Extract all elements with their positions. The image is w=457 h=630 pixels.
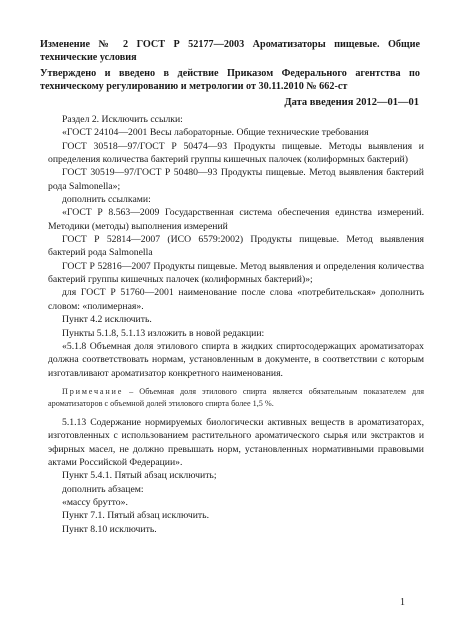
approval-statement: Утверждено и введено в действие Приказом Федерального агентства по техническому регулированию и метрологии от 30.11.2010 № 662-ст xyxy=(40,68,420,92)
paragraph-gost-52816: ГОСТ Р 52816—2007 Продукты пищевые. Метод выявления и определения количества бактерий группы кишечных палочек (колиформных бактерий)»; xyxy=(48,260,424,286)
paragraph-gost-30519: ГОСТ 30519—97/ГОСТ Р 50480—93 Продукты пищевые. Метод выявления бактерий рода Salmonella»; xyxy=(48,167,424,192)
paragraph-section-2: Раздел 2. Исключить ссылки: xyxy=(62,114,183,125)
note-text: – Объемная доля этилового спирта является обязательным показателем для ароматизаторов с объемной долей этилового спирта более 1,5 %. xyxy=(48,386,424,408)
document-body xyxy=(48,113,424,536)
paragraph-add-references: дополнить ссылками: xyxy=(62,194,151,206)
paragraph-clause-7-1: Пункт 7.1. Пятый абзац исключить. xyxy=(62,510,209,522)
paragraph-clauses-new-edition: Пункты 5.1.8, 5.1.13 изложить в новой редакции: xyxy=(62,327,265,339)
paragraph-gross-mass: «массу брутто». xyxy=(62,496,128,508)
paragraph-gost-30518: ГОСТ 30518—97/ГОСТ Р 50474—93 Продукты пищевые. Методы выявления и определения количества бактерий группы кишечных палочек (колиформных бактерий) xyxy=(48,140,424,166)
paragraph-gost-8-563: «ГОСТ Р 8.563—2009 Государственная система обеспечения единства измерений. Методики (методы) выполнения измерений xyxy=(48,207,424,232)
paragraph-gost-24104: «ГОСТ 24104—2001 Весы лабораторные. Общие технические требования xyxy=(62,127,369,139)
paragraph-gost-52814: ГОСТ Р 52814—2007 (ИСО 6579:2002) Продукты пищевые. Метод выявления бактерий рода Salmonella xyxy=(48,234,424,259)
paragraph-clause-4-2: Пункт 4.2 исключить. xyxy=(62,314,152,326)
effective-date: Дата введения 2012—01—01 xyxy=(284,97,419,108)
paragraph-gost-51760: для ГОСТ Р 51760—2001 наименование после слова «потребительская» дополнить словом: «полимерная». xyxy=(48,287,424,312)
paragraph-clause-5-4-1: Пункт 5.4.1. Пятый абзац исключить; xyxy=(62,470,217,482)
note-label: Примечание xyxy=(62,386,124,396)
page-number: 1 xyxy=(400,597,405,608)
paragraph-add-paragraph: дополнить абзацем: xyxy=(62,483,144,495)
note xyxy=(48,386,424,410)
paragraph-clause-5-1-8: «5.1.8 Объемная доля этилового спирта в жидких спиртосодержащих ароматизаторах должна соответствовать нормам, установленным в документе, в соответствии с которым изготавливают ароматизатор конкретного наименования. xyxy=(48,340,424,379)
paragraph-clause-8-10: Пункт 8.10 исключить. xyxy=(62,523,157,535)
document-title: Изменение № 2 ГОСТ Р 52177—2003 Ароматизаторы пищевые. Общие технические условия xyxy=(40,39,420,63)
paragraph-clause-5-1-13: 5.1.13 Содержание нормируемых биологически активных веществ в ароматизаторах, изготовленных с использованием растительного ароматического сырья или экстрактов и эфирных масел, не должно превышать норм, установленных нормативными правовыми актами Российской Федерации». xyxy=(48,416,424,468)
